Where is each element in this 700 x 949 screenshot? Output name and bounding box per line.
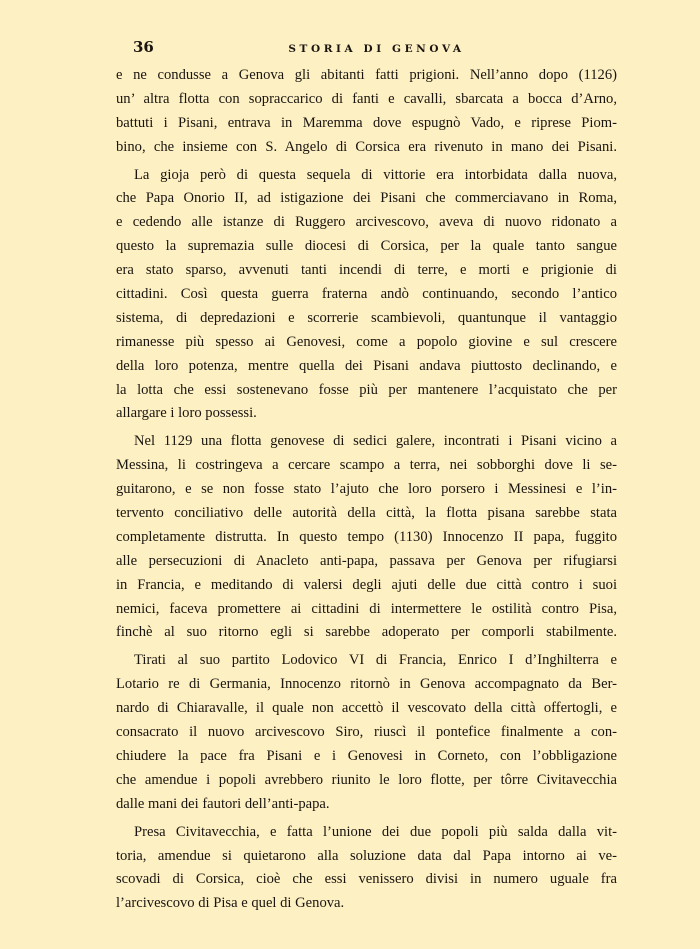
text-line: rimanesse più spesso ai Genovesi, come a popolo giovine e sul crescere: [116, 333, 617, 350]
running-head: [133, 38, 620, 60]
text-line: alle persecuzioni di Anacleto anti-papa, passava per Genova per rifugiarsi: [116, 552, 617, 569]
paragraph: [116, 430, 617, 645]
text-line: tervento conciliativo delle autorità della città, la flotta pisana sarebbe stata: [116, 505, 617, 522]
text-line: l’arcivescovo di Pisa e quel di Genova.: [116, 895, 345, 912]
text-line: consacrato il nuovo arcivescovo Siro, riuscì il pontefice finalmente a con-: [116, 724, 617, 741]
text-line: toria, amendue si quietarono alla soluzione data dal Papa intorno ai ve-: [116, 847, 617, 864]
text-line: che amendue i popoli avrebbero riunito le loro flotte, per tôrre Civitavecchia: [116, 771, 617, 788]
text-line: completamente distrutta. In questo tempo (1130) Innocenzo II papa, fuggito: [116, 528, 617, 545]
text-line: cittadini. Così questa guerra fraterna andò continuando, secondo l’antico: [116, 286, 617, 303]
running-title: STORIA DI GENOVA: [288, 43, 465, 55]
text-line: Tirati al suo partito Lodovico VI di Francia, Enrico I d’Inghilterra e: [134, 652, 617, 669]
text-line: La gioja però di questa sequela di vittorie era intorbidata dalla nuova,: [134, 166, 617, 183]
text-line: e ne condusse a Genova gli abitanti fatti prigioni. Nell’anno dopo (1126): [116, 67, 617, 83]
text-line: bino, che insieme con S. Angelo di Corsica era rivenuto in mano dei Pisani.: [116, 138, 617, 155]
text-line: della loro potenza, mentre quella dei Pisani andava piuttosto declinando, e: [116, 357, 617, 374]
text-line: sistema, di depredazioni e scorrerie scambievoli, quantunque il vantaggio: [116, 309, 617, 326]
paragraph: [116, 649, 617, 816]
text-line: Presa Civitavecchia, e fatta l’unione dei due popoli più salda dalla vit-: [134, 823, 617, 840]
paragraph: [116, 64, 617, 160]
text-line: questo la supremazia sulle diocesi di Corsica, per la quale tanto sangue: [116, 238, 617, 255]
text-line: che Papa Onorio II, ad istigazione dei Pisani che commerciavano in Roma,: [116, 190, 617, 207]
text-line: un’ altra flotta con sopraccarico di fanti e cavalli, sbarcata a bocca d’Arno,: [116, 90, 617, 107]
text-line: dalle mani dei fautori dell’anti-papa.: [116, 795, 330, 812]
text-line: Lotario re di Germania, Innocenzo ritornò in Genova accompagnato da Ber-: [116, 676, 617, 693]
text-line: Nel 1129 una flotta genovese di sedici galere, incontrati i Pisani vicino a: [134, 433, 617, 450]
text-line: era stato sparso, avvenuti tanti incendi di terre, e morti e prigionie di: [116, 262, 617, 279]
text-line: in Francia, e meditando di valersi degli ajuti delle due città contro i suoi: [116, 576, 617, 593]
text-line: battuti i Pisani, entrava in Maremma dove espugnò Vado, e riprese Piom-: [116, 114, 617, 131]
text-line: Messina, li costringeva a cercare scampo a terra, nei sobborghi dove li se-: [116, 457, 617, 474]
text-line: la lotta che essi sostenevano fosse più per mantenere l’acquistato che per: [116, 381, 617, 398]
text-line: nardo di Chiaravalle, il quale non accettò il vescovato della città offertogli, e: [116, 700, 617, 717]
body-text: [116, 64, 617, 916]
text-line: nemici, faceva promettere ai cittadini di intermettere le ostilità contro Pisa,: [116, 600, 617, 617]
text-line: e cedendo alle istanze di Ruggero arcivescovo, aveva di nuovo ridonato a: [116, 214, 617, 231]
paragraph: [116, 164, 617, 427]
text-line: scovadi di Corsica, cioè che essi venissero divisi in numero uguale fra: [116, 871, 617, 888]
text-line: allargare i loro possessi.: [116, 405, 257, 422]
text-line: chiudere la pace fra Pisani e i Genovesi in Corneto, con l’obbligazione: [116, 747, 617, 764]
text-line: guitarono, e se non fosse stato l’ajuto che loro porsero i Messinesi e l’in-: [116, 481, 617, 498]
paragraph: [116, 821, 617, 917]
page-number: 36: [133, 38, 154, 56]
text-line: finchè al suo ritorno egli si sarebbe adoperato per comporli stabilmente.: [116, 624, 617, 641]
